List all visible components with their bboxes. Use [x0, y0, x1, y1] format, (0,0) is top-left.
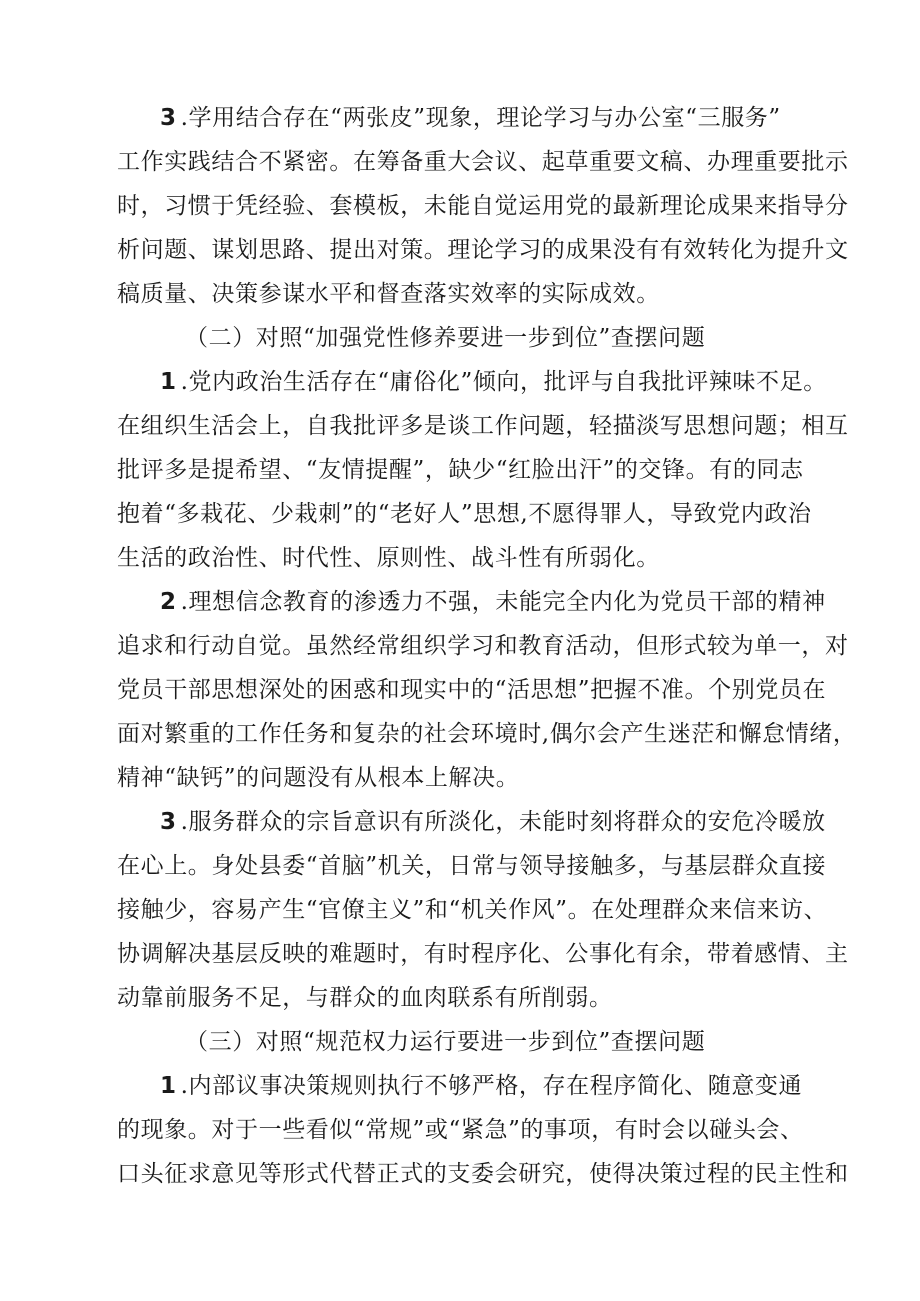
line-text: .内部议事决策规则执行不够严格，存在程序简化、随意变通 — [180, 1073, 803, 1099]
paragraph-line: 批评多是提希望、“友情提醒”，缺少“红脸出汗”的交锋。有的同志 — [117, 457, 804, 483]
paragraph-line: 时，习惯于凭经验、套模板，未能自觉运用党的最新理论成果来指导分 — [117, 193, 849, 219]
paragraph-line: 面对繁重的工作任务和复杂的社会环境时,偶尔会产生迷茫和懈怠情绪， — [117, 721, 857, 747]
line-text: .党内政治生活存在“庸俗化”倾向，批评与自我批评辣味不足。 — [180, 369, 827, 395]
paragraph-line: 的现象。对于一些看似“常规”或“紧急”的事项，有时会以碰头会、 — [117, 1117, 804, 1143]
item-number: 1 — [160, 369, 177, 395]
item-number: 2 — [160, 589, 177, 615]
item-number: 3 — [160, 809, 177, 835]
item-number: 1 — [160, 1073, 177, 1099]
paragraph-line: 协调解决基层反映的难题时，有时程序化、公事化有余，带着感情、主 — [117, 941, 849, 967]
paragraph-line: 接触少，容易产生“官僚主义”和“机关作风”。在处理群众来信来访、 — [117, 897, 828, 923]
paragraph-line — [160, 580, 826, 624]
line-text: .理想信念教育的渗透力不强，未能完全内化为党员干部的精神 — [180, 589, 826, 615]
paragraph-line: 动靠前服务不足，与群众的血肉联系有所削弱。 — [117, 985, 613, 1011]
paragraph-line: 精神“缺钙”的问题没有从根本上解决。 — [117, 765, 520, 791]
paragraph-line: 生活的政治性、时代性、原则性、战斗性有所弱化。 — [117, 545, 660, 571]
paragraph-line: 口头征求意见等形式代替正式的支委会研究，使得决策过程的民主性和 — [117, 1161, 849, 1187]
paragraph-line: 工作实践结合不紧密。在筹备重大会议、起草重要文稿、办理重要批示 — [117, 149, 849, 175]
line-text: .服务群众的宗旨意识有所淡化，未能时刻将群众的安危冷暖放 — [180, 809, 826, 835]
section-heading: （二）对照“加强党性修养要进一步到位”查摆问题 — [185, 325, 706, 351]
section-heading: （三）对照“规范权力运行要进一步到位”查摆问题 — [185, 1029, 706, 1055]
line-text: .学用结合存在“两张皮”现象，理论学习与办公室“三服务” — [180, 105, 781, 131]
paragraph-line — [160, 96, 781, 140]
paragraph-line: 析问题、谋划思路、提出对策。理论学习的成果没有有效转化为提升文 — [117, 237, 849, 263]
paragraph-line: 在心上。身处县委“首脑”机关，日常与领导接触多，与基层群众直接 — [117, 853, 827, 879]
paragraph-line: 在组织生活会上，自我批评多是谈工作问题，轻描淡写思想问题；相互 — [117, 413, 849, 439]
paragraph-line: 追求和行动自觉。虽然经常组织学习和教育活动，但形式较为单一，对 — [117, 633, 849, 659]
paragraph-line — [160, 360, 827, 404]
paragraph-line — [160, 800, 826, 844]
paragraph-line — [160, 1064, 802, 1108]
paragraph-line: 党员干部思想深处的困惑和现实中的“活思想”把握不准。个别党员在 — [117, 677, 827, 703]
paragraph-line: 抱着“多栽花、少栽刺”的“老好人”思想,不愿得罪人，导致党内政治 — [117, 501, 812, 527]
item-number: 3 — [160, 105, 177, 131]
paragraph-line: 稿质量、决策参谋水平和督查落实效率的实际成效。 — [117, 281, 660, 307]
